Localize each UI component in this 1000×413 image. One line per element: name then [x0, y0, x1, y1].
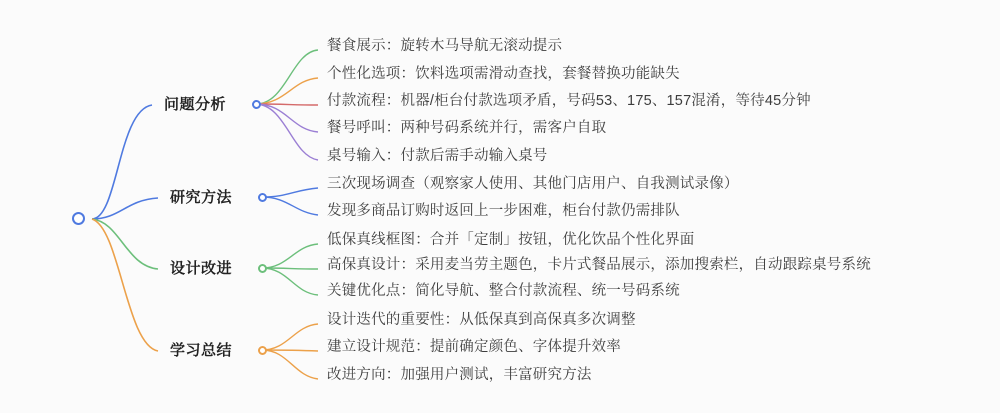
- branch-dot-icon[interactable]: [258, 193, 267, 202]
- mindmap-branch-学习总结[interactable]: 学习总结: [170, 342, 233, 359]
- mindmap-leaf-item[interactable]: 餐号呼叫：两种号码系统并行，需客户自取: [327, 120, 607, 136]
- mindmap-leaf-item[interactable]: 个性化选项：饮料选项需滑动查找，套餐替换功能缺失: [327, 66, 680, 82]
- mindmap-leaf-item[interactable]: 设计迭代的重要性：从低保真到高保真多次调整: [327, 312, 636, 328]
- mindmap-leaf-item[interactable]: 发现多商品订购时返回上一步困难，柜台付款仍需排队: [327, 203, 680, 219]
- mindmap-branch-问题分析[interactable]: 问题分析: [164, 96, 227, 113]
- mindmap-leaf-item[interactable]: 高保真设计：采用麦当劳主题色，卡片式餐品展示，添加搜索栏，自动跟踪桌号系统: [327, 257, 871, 273]
- mindmap-leaf-item[interactable]: 关键优化点：简化导航、整合付款流程、统一号码系统: [327, 283, 680, 299]
- mindmap-leaf-item[interactable]: 付款流程：机器/柜台付款选项矛盾，号码53、175、157混淆，等待45分钟: [327, 93, 811, 109]
- branch-dot-icon[interactable]: [252, 100, 261, 109]
- mindmap-root-node[interactable]: [72, 212, 85, 225]
- branch-dot-icon[interactable]: [258, 264, 267, 273]
- mindmap-leaf-item[interactable]: 餐食展示：旋转木马导航无滚动提示: [327, 38, 563, 54]
- mindmap-leaf-item[interactable]: 建立设计规范：提前确定颜色、字体提升效率: [327, 339, 621, 355]
- branch-dot-icon[interactable]: [258, 346, 267, 355]
- mindmap-branch-设计改进[interactable]: 设计改进: [170, 260, 233, 277]
- mindmap-leaf-item[interactable]: 三次现场调查（观察家人使用、其他门店用户、自我测试录像）: [327, 176, 739, 192]
- mindmap-leaf-item[interactable]: 改进方向：加强用户测试，丰富研究方法: [327, 367, 592, 383]
- mindmap-leaf-item[interactable]: 桌号输入：付款后需手动输入桌号: [327, 148, 548, 164]
- mindmap-leaf-item[interactable]: 低保真线框图：合并「定制」按钮，优化饮品个性化界面: [327, 232, 695, 248]
- mindmap-branch-研究方法[interactable]: 研究方法: [170, 189, 233, 206]
